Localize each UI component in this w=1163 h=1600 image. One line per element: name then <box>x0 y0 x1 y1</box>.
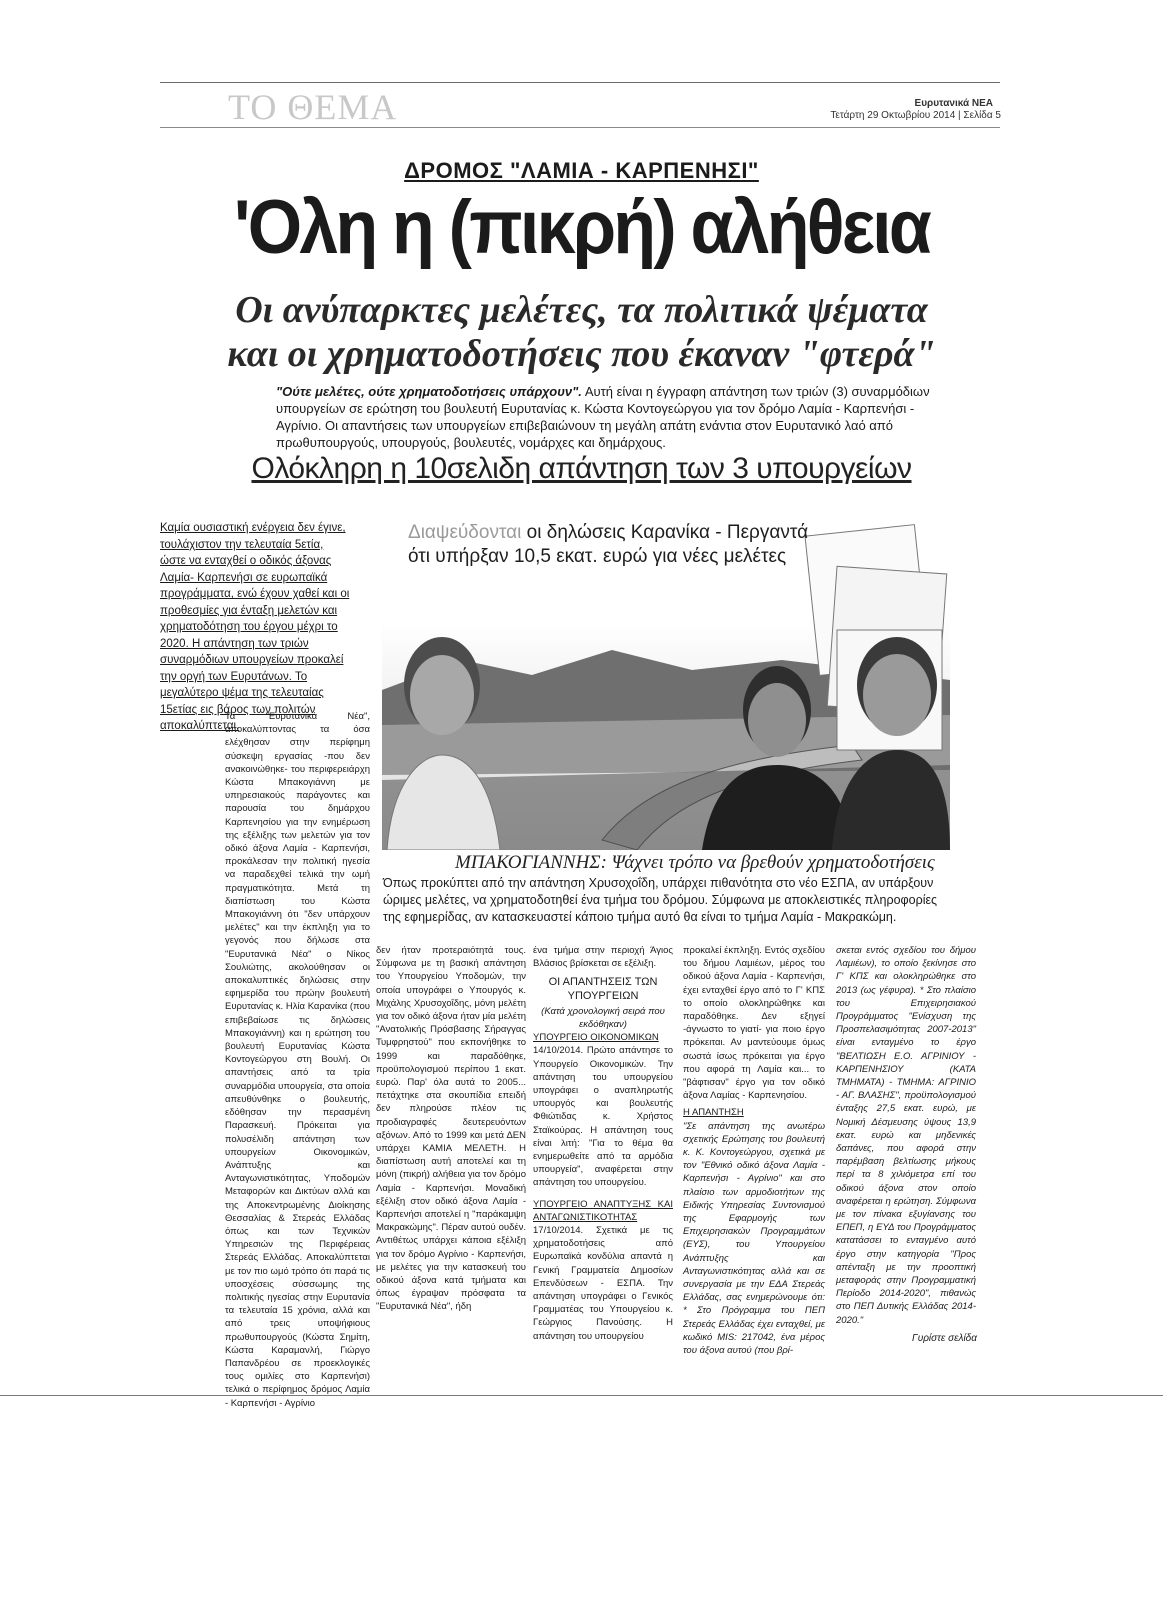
dept-development-heading: ΥΠΟΥΡΓΕΙΟ ΑΝΑΠΤΥΞΗΣ ΚΑΙ ΑΝΤΑΓΩΝΙΣΤΙΚΟΤΗΤΑΣ <box>533 1198 673 1223</box>
subheadline-line-2: και οι χρηματοδοτήσεις που έκαναν "φτερά" <box>227 333 936 375</box>
article-column-5: σκεται εντός σχεδίου του δήμου Λαμιέων), το οποίο ξεκίνησε στο Γ' ΚΠΣ και ολοκληρώθηκε στο 2013 (ως γέφυρα). * Στο πλαίσιο του Επιχειρησιακού Προγράμματος "Ενίσχυση της Προσπελασιμότητας 2007-2013" είναι ενταγμένο το έργο "ΒΕΛΤΙΩΣΗ Ε.Ο. ΑΓΡΙΝΙΟΥ - ΚΑΡΠΕΝΗΣΙΟΥ (ΚΑΤΑ ΤΜΗΜΑΤΑ) - ΤΜΗΜΑ: ΑΓΡΙΝΙΟ - ΑΓ. ΒΛΑΣΗΣ", προϋπολογισμού ένταξης 27,5 εκατ. ευρώ, με Νομική Δέσμευσης ύψους 13,9 εκατ. ευρώ και μηδενικές δαπάνες, που αφορά στην παρέμβαση βελτίωσης μήκους περί τα 8 χιλιόμετρα επί του οδικού άξονα στον οποίο αναφέρεται η ερώτηση. Σύμφωνα με τον πίνακα εξυγίανσης του ΕΠΕΠ, η ΕΥΔ του Προγράμματος κατατάσσει το ενταγμένο αυτό έργο στην κατηγορία "Προς απένταξη με την προοπτική μεταφοράς στην Προγραμματική Περίοδο 2014-2020", πιθανώς στο ΠΕΠ Δυτικής Ελλάδας 2014-2020." <box>836 945 976 1326</box>
article-column-3 <box>533 944 673 1343</box>
photo-title-dim: Διαψεύδονται <box>408 522 522 543</box>
photo-title-text: οι δηλώσεις Καρανίκα - Περγαντά ότι υπήρξαν 10,5 εκατ. ευρώ για νέες μελέτες <box>408 522 809 567</box>
column-3-text-b: 14/10/2014. Πρώτο απάντησε το Υπουργείο Οικονομικών. Την απάντηση του υπουργείου υπογράφει ο αναπληρωτής υπουργός και βουλευτής Φθιώτιδας κ. Χρήστος Σταϊκούρας. Η απάντηση τους είναι λιτή: "Για το θέμα θα ενημερωθείτε από τα αρμόδια υπουργεία", αναφέρεται στην απάντηση του υπουργείου. <box>533 1045 673 1189</box>
answers-subhead: ΟΙ ΑΠΑΝΤΗΣΕΙΣ ΤΩΝ ΥΠΟΥΡΓΕΙΩΝ <box>548 976 658 1002</box>
answer-heading: Η ΑΠΑΝΤΗΣΗ <box>683 1107 744 1119</box>
column-3-text-a: ένα τμήμα στην περιοχή Άγιος Βλάσιος βρίσκεται σε εξέλιξη. <box>533 945 673 970</box>
newspaper-brand: Ευρυτανικά ΝΕΑ <box>914 98 993 109</box>
dateline: Τετάρτη 29 Οκτωβρίου 2014 | Σελίδα 5 <box>830 110 1001 121</box>
answers-subhead-note: (Κατά χρονολογική σειρά που εκδόθηκαν) <box>541 1005 665 1031</box>
intro-paragraph <box>276 383 946 451</box>
photo-caption-heading: ΜΠΑΚΟΓΙΑΝΝΗΣ: Ψάχνει τρόπο να βρεθούν χρηματοδοτήσεις <box>455 852 935 873</box>
article-column-2: δεν ήταν προτεραιότητά τους. Σύμφωνα με τη βασική απάντηση του Υπουργείου Υποδομών, την οποία υπογράφει ο Υπουργός κ. Μιχάλης Χρυσοχοΐδης, μόνη μελέτη για τον οδικό άξονα ήταν μία μελέτη "Ανατολικής Πρόσβασης Σήραγγας Τυμφρηστού" που εκπονήθηκε το 1999 και παραδόθηκε, προϋπολογισμού περίπου 1 εκατ. ευρώ. Παρ' όλα αυτά το 2005... πετάχτηκε στα σκουπίδια επειδή δεν πληρούσε πλέον τις προδιαγραφές δευτερευόντων αξόνων. Από το 1999 και μετά ΔΕΝ υπάρχει ΚΑΜΙΑ ΜΕΛΕΤΗ. Η διαπίστωση αυτή αποτελεί και τη μόνη (πικρή) αλήθεια για τον δρόμο Λαμία - Καρπενήσι. Μοναδική εξέλιξη στον οδικό άξονα Λαμία - Καρπενήσι αποτελεί η "παράκαμψη Μακρακώμης". Πέραν αυτού ουδέν. Αντιθέτως υπάρχει κάποια εξέλιξη για τον δρόμο Αγρίνιο - Καρπενήσι, με μελέτες για την κατασκευή του οδικού άξονα κατά τμήματα και όπως έγραψαν πρόσφατα τα "Ευρυτανικά Νέα", ήδη <box>376 945 526 1313</box>
dept-finance-heading: ΥΠΟΥΡΓΕΙΟ ΟΙΚΟΝΟΜΙΚΩΝ <box>533 1032 659 1044</box>
banner-headline: Ολόκληρη η 10σελιδη απάντηση των 3 υπουργείων <box>251 452 912 485</box>
header-top-rule <box>160 82 1000 83</box>
subheadline-line-1: Οι ανύπαρκτες μελέτες, τα πολιτικά ψέματα <box>235 289 928 331</box>
photo-title <box>408 521 828 569</box>
article-column-1: Τα "Ευρυτανικά Νέα", αποκαλύπτοντας τα όσα ελέχθησαν στην περίφημη σύσκεψη εργασίας -που δεν ανακοινώθηκε- του περιφερειάρχη Κώστα Μπακογιάννη με υπηρεσιακούς παράγοντες και παρουσία του δημάρχου Καρπενησίου για την ενημέρωση της εξέλιξης των μελετών για τον οδικό άξονα Λαμία - Καρπενήσι, προκάλεσαν την πολιτική ηγεσία να παραδεχθεί τελικά την ωμή πραγματικότητα. Μετά τη διαπίστωση του Κώστα Μπακογιάννη ότι "δεν υπάρχουν μελέτες" και την έκπληξη για το γεγονός που δήλωσε στα "Ευρυτανικά Νέα" ο Νίκος Σουλιώτης, ακολούθησαν οι αποκαλυπτικές δηλώσεις στην εφημερίδα του πρώην βουλευτή Ευρυτανίας κ. Ηλία Καρανίκα (που επιβεβαίωσε τις δηλώσεις Μπακογιάννη) και η ερώτηση του βουλευτή Ευρυτανίας Κώστα Κοντογεώργου στη Βουλή. Οι απαντήσεις από τα τρία συναρμόδια υπουργεία, στα οποία απευθύνθηκε ο βουλευτής, εδόθησαν την περασμένη Παρασκευή. Πρόκειται για πολυσέλιδη απάντηση των υπουργείων Οικονομικών, Ανάπτυξης και Ανταγωνιστικότητας, Υποδομών Μεταφορών και Δικτύων αλλά και της Αποκεντρωμένης Διοίκησης Θεσσαλίας & Στερεάς Ελλάδας όπως και των Τεχνικών Υπηρεσιών της Περιφέρειας Στερεάς Ελλάδας. Αποκαλύπτεται με τον πιο ωμό τρόπο ότι παρά τις υποσχέσεις σύσσωμης της πολιτικής ηγεσίας στην Ευρυτανία τα τελευταία 15 χρόνια, αλλά και από τρεις υποψήφιους πρωθυπουργούς (Κώστα Σημίτη, Κώστα Καραμανλή, Γιώργο Παπανδρέου σε προεκλογικές τους ομιλίες στο Καρπενήσι) τελικά ο περίφημος δρόμος Λαμία - Καρπενήσι - Αγρίνιο <box>225 711 370 1409</box>
column-4-text-a: προκαλεί έκπληξη. Εντός σχεδίου του δήμου Λαμιέων, μέρος του οδικού άξονα Λαμία - Καρπενήσι, έχει ενταχθεί έργο από το Γ' ΚΠΣ το οποίο ολοκληρώθηκε και παραδόθηκε. Δεν εξηγεί -άγνωστο το γιατί- για ποιο έργο πρόκειται. Αν μαντεύουμε όμως σωστά ίσως πρόκειται για έργο που αφορά τη Λαμία και... το "βάφτισαν" έργο για τον οδικό άξονα Λαμίας - Καρπενησίου. <box>683 945 825 1102</box>
column-4-text-b: "Σε απάντηση της ανωτέρω σχετικής Ερώτησης του βουλευτή κ. Κ. Κοντογεώργου, σχετικά με τον "Εθνικό οδικό άξονα Λαμία - Καρπενήσι - Αγρίνιο" και στο πλαίσιο των αρμοδιοτήτων της Ειδικής Υπηρεσίας Συντονισμού της Εφαρμογής των Επιχειρησιακών Προγραμμάτων (ΕΥΣ), του Υπουργείου Ανάπτυξης και Ανταγωνιστικότητας αλλά και σε συνεργασία με την ΕΔΑ Στερεάς Ελλάδας, σας ενημερώνουμε ότι: * Στο Πρόγραμμα του ΠΕΠ Στερεάς Ελλάδας έχει ενταχθεί, με κωδικό MIS: 217042, ένα μέρος του άξονα αυτού (που βρί- <box>683 1120 825 1357</box>
column-3-text-c: 17/10/2014. Σχετικά με τις χρηματοδοτήσεις από Ευρωπαϊκά κονδύλια απαντά η Γενική Γραμματεία Δημοσίων Επενδύσεων - ΕΣΠΑ. Την απάντηση υπογράφει ο Γενικός Γραμματέας του Υπουργείου κ. Γεώργιος Πανούσης. Η απάντηση του υπουργείου <box>533 1225 673 1342</box>
article-headline: 'Ολη η (πικρή) αλήθεια <box>233 185 930 270</box>
intro-text: Αυτή είναι η έγγραφη απάντηση των τριών (3) συναρμόδιων υπουργείων σε ερώτηση του βουλευτή Ευρυτανίας κ. Κώστα Κοντογεώργου για τον δρόμο Λαμία - Καρπενήσι - Αγρίνιο. Οι απαντήσεις των υπουργείων επιβεβαιώνουν τη μεγάλη απάτη ενάντια στον Ευρυτανικό λαό από πρωθυπουργούς, υπουργούς, βουλευτές, νομάρχες και δημάρχους. <box>276 384 930 450</box>
page-bottom-rule <box>0 1395 1163 1396</box>
article-kicker: ΔΡΟΜΟΣ "ΛΑΜΙΑ - ΚΑΡΠΕΝΗΣΙ" <box>404 158 759 183</box>
lead-text: Καμία ουσιαστική ενέργεια δεν έγινε, τουλάχιστον την τελευταία 5ετία, ώστε να ενταχθεί ο οδικός άξονας Λαμία- Καρπενήσι σε ευρωπαϊκά προγράμματα, ενώ έχουν χαθεί και οι προθεσμίες για ένταξη μελετών και χρηματοδότηση του έργου μέχρι το 2020. Η απάντηση των τριών συναρμόδιων υπουργείων προκαλεί την οργή των Ευρυτάνων. Το μεγαλύτερο ψέμα της τελευταίας 15ετίας εις βάρος των πολιτών αποκαλύπτεται. <box>160 522 350 732</box>
lead-paragraph <box>160 520 350 735</box>
section-title: ΤΟ ΘΕΜΑ <box>228 87 398 127</box>
continued-note: Γυρίστε σελίδα <box>912 1333 977 1344</box>
article-column-4 <box>683 944 825 1357</box>
intro-quote: "Ούτε μελέτες, ούτε χρηματοδοτήσεις υπάρχουν". <box>276 384 582 399</box>
photo-caption-body: Όπως προκύπτει από την απάντηση Χρυσοχοΐδη, υπάρχει πιθανότητα στο νέο ΕΣΠΑ, αν υπάρξουν ώριμες μελέτες, να χρηματοδοτηθεί ένα τμήμα του δρόμου. Σύμφωνα με αποκλειστικές πληροφορίες της εφημερίδας, αν κατασκευαστεί κάποιο τμήμα αυτό θα είναι το τμήμα Λαμία - Μακρακώμη. <box>383 876 938 924</box>
